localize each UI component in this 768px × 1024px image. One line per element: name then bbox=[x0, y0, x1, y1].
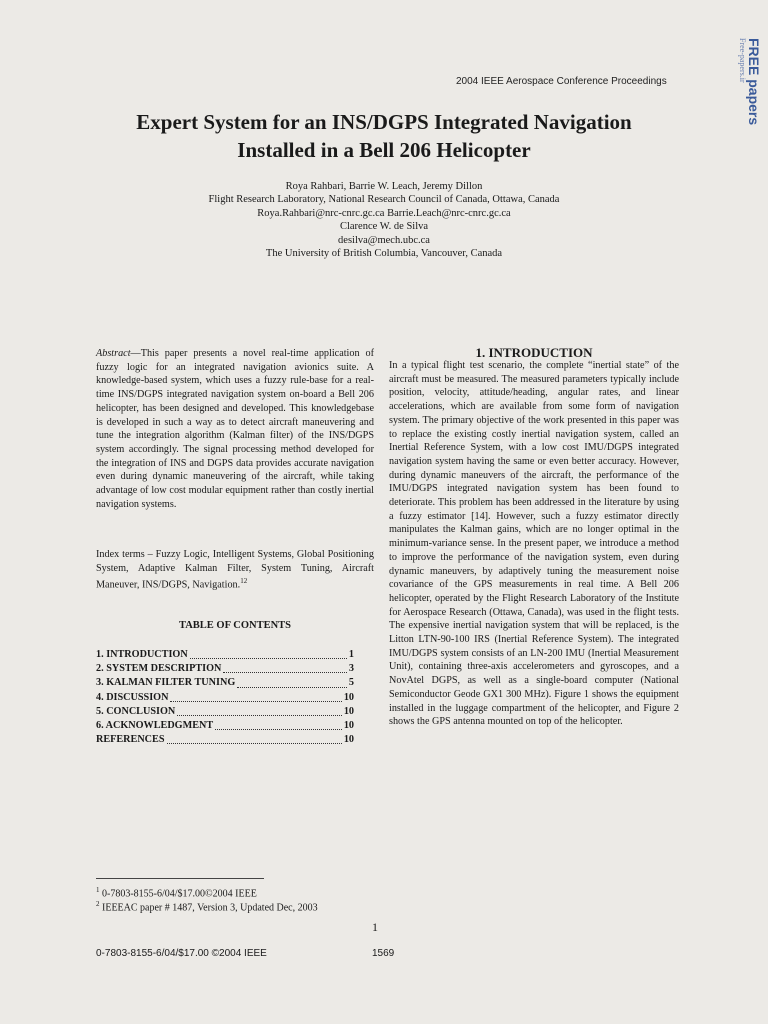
abstract bbox=[96, 347, 374, 511]
toc-entry: 2. SYSTEM DESCRIPTION 3 bbox=[96, 663, 354, 675]
toc-entry: REFERENCES 10 bbox=[96, 734, 354, 746]
abstract-text: —This paper presents a novel real-time application of fuzzy logic for an integrated navigation avionics suite. A knowledge-based system, which uses a fuzzy rule-base for a real-time INS/DGPS integrated navigation system on-board a Bell 206 helicopter, has been designed and developed. This knowledgebase is developed in such a way as to detect aircraft maneuvering and tune the integration algorithm (Kalman filter) of the INS/DGPS system accordingly. The signal processing method developed for the integration of INS and DGPS data provides accurate navigation even during dynamic maneuvering of the aircraft, while taking advantage of low cost modular equipment rather than costly inertial navigation systems. bbox=[96, 348, 374, 510]
author-line: Flight Research Laboratory, National Research Council of Canada, Ottawa, Canada bbox=[208, 194, 560, 206]
introduction-paragraph: In a typical flight test scenario, the complete “inertial state” of the aircraft must be measured. The measured parameters typically include position, velocity, attitude/heading, angular rates, and linear accelerations, which are available from some form of navigation system. The primary objective of the work presented in this paper was to replace the existing costly inertial navigation system, called an Inertial Reference System, with a low cost IMU/DGPS integrated navigation system having the same or even better accuracy. However, during dynamic maneuvers of the aircraft, the performance of the IMU/DGPS integrated navigation system has been found to deteriorate. This problem has been addressed in the literature by using a fuzzy estimator [14]. However, such a fuzzy estimator directly manipulates the Kalman gains, which are no longer optimal in the minimum-variance sense. In the present paper, we introduce a method to improve the performance of the navigation system, even during dynamic maneuvers, by adaptively tuning the measurement noise covariance of the GPS measurements in real time. A Bell 206 helicopter, operated by the Flight Research Laboratory of the Institute for Aerospace Research (Ottawa, Canada), was used in the flight tests. The expensive inertial navigation system that will be replaced, is the Litton LTN-90-100 IRS (Inertial Reference System). The integrated IMU/DGPS system consists of an LN-200 IMU (Inertial Measurement Unit), containing three-axis accelerometers and gyroscopes, and a NovAtel DGPS, as well as a single-board computer (National Semiconductor Geode GX1 300 MHz). Figure 1 shows the equipment installed in the luggage compartment of the helicopter, and Figure 2 shows the GPS antenna mounted on top of the helicopter. bbox=[389, 360, 679, 728]
index-terms bbox=[96, 548, 374, 593]
watermark-small-text: Free-papers.ir bbox=[738, 38, 747, 83]
footnote-2: $^2$ IEEEAC paper # 1487, Version 3, Updated Dec, 2003 bbox=[96, 900, 318, 914]
footer-copyright: 0-7803-8155-6/04/$17.00 ©2004 IEEE bbox=[96, 948, 267, 959]
footnote-divider bbox=[96, 878, 264, 879]
title-line-1: Expert System for an INS/DGPS Integrated Navigation bbox=[136, 110, 632, 134]
introduction-heading: 1. INTRODUCTION bbox=[475, 345, 593, 360]
title-line-2: Installed in a Bell 206 Helicopter bbox=[237, 138, 531, 162]
toc-heading: TABLE OF CONTENTS bbox=[178, 620, 292, 631]
watermark-large-text: FREE papers bbox=[746, 38, 762, 126]
author-block bbox=[60, 180, 708, 260]
introduction-body bbox=[389, 359, 679, 729]
author-line: desilva@mech.ubc.ca bbox=[338, 234, 430, 246]
toc-entry: 1. INTRODUCTION 1 bbox=[96, 649, 354, 660]
paper-title bbox=[60, 108, 708, 164]
page-number: 1 bbox=[372, 920, 378, 934]
abstract-lead: Abstract bbox=[96, 348, 131, 359]
toc-entry: 4. DISCUSSION 10 bbox=[96, 691, 354, 703]
footnote-1: $^1$ 0-7803-8155-6/04/$17.00©2004 IEEE bbox=[96, 886, 257, 900]
toc-entry: 3. KALMAN FILTER TUNING 5 bbox=[96, 677, 354, 689]
toc-entry: 6. ACKNOWLEDGMENT 10 bbox=[96, 720, 354, 732]
footer-page-number: 1569 bbox=[372, 948, 395, 959]
toc-entry: 5. CONCLUSION 10 bbox=[96, 705, 354, 717]
conference-header: 2004 IEEE Aerospace Conference Proceedings bbox=[456, 76, 667, 87]
index-terms-text: Index terms – Fuzzy Logic, Intelligent Systems, Global Positioning System, Adaptive Kalman Filter, System Tuning, Aircraft Maneuver, INS/DGPS, Navigation. bbox=[96, 549, 374, 591]
table-of-contents bbox=[96, 648, 354, 747]
free-papers-watermark-logo bbox=[733, 36, 762, 156]
author-line: Roya.Rahbari@nrc-cnrc.gc.ca Barrie.Leach@nrc-cnrc.gc.ca bbox=[257, 207, 511, 219]
index-terms-sup: 12 bbox=[240, 577, 248, 586]
author-line: The University of British Columbia, Vancouver, Canada bbox=[265, 248, 503, 260]
author-line: Clarence W. de Silva bbox=[339, 221, 429, 233]
author-line: Roya Rahbari, Barrie W. Leach, Jeremy Dillon bbox=[285, 181, 483, 192]
